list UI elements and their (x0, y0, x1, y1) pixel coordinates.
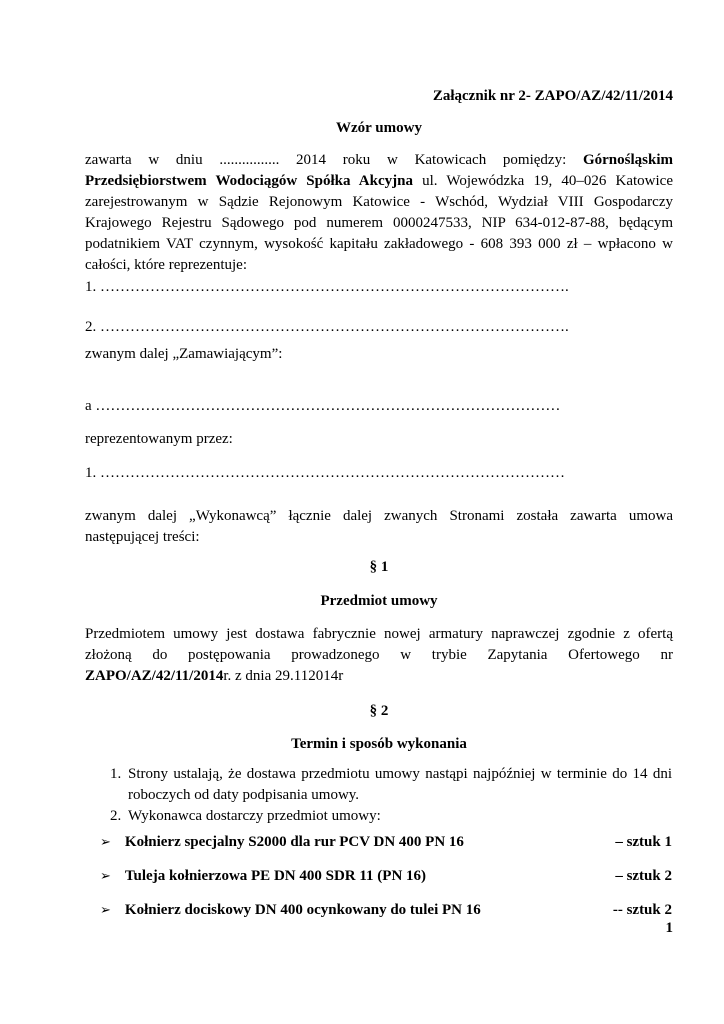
delivery-item-text: Tuleja kołnierzowa PE DN 400 SDR 11 (PN 16) (124, 868, 427, 884)
delivery-item-quantity: -- sztuk 2 (612, 902, 672, 918)
arrow-bullet-icon: ➢ (100, 869, 111, 884)
arrow-bullet-icon: ➢ (100, 835, 111, 850)
delivery-item-row (100, 832, 672, 853)
delivery-item-text: Kołnierz dociskowy DN 400 ocynkowany do tulei PN 16 (124, 902, 481, 918)
intro-text-pre: zawarta w dniu ................ 2014 roku w Katowicach pomiędzy: (85, 152, 583, 168)
document-title: Wzór umowy (336, 120, 422, 136)
section-1-body-pre: Przedmiotem umowy jest dostawa fabrycznie nowej armatury naprawczej zgodnie z ofertą złożoną do postępowania prowadzonego w trybie Zapytania Ofertowego nr (85, 626, 673, 663)
terms-numbered-list (110, 764, 672, 827)
reprezentowanym-label: reprezentowanym przez: (85, 431, 233, 447)
list-item-number: 1. (110, 766, 122, 782)
intro-text-post: ul. Wojewódzka 19, 40–026 Katowice zarejestrowanym w Sądzie Rejonowym Katowice - Wschód, Wydział VIII Gospodarczy Krajowego Rejestru Sądowego pod numerem 0000247533, NIP 634-012-87-88, będącym podatnikiem VAT czynnym, wysokość kapitału zakładowego - 608 393 000 zł – wpłacono w całości, które reprezentuje: (85, 173, 673, 273)
section-1-body (85, 624, 673, 687)
delivery-item-row (100, 866, 672, 887)
section-1-body-post: r. z dnia 29.112014r (223, 668, 344, 684)
intro-paragraph (85, 150, 673, 276)
delivery-item-quantity: – sztuk 2 (615, 868, 672, 884)
company-name: Górnośląskim Przedsiębiorstwem Wodociągów Spółka Akcyjna (85, 152, 673, 189)
section-1-number: § 1 (369, 559, 389, 575)
representative-blank-line-1: 1. …………………………………………………………………………………. (85, 279, 569, 295)
delivery-item-text: Kołnierz specjalny S2000 dla rur PCV DN 400 PN 16 (124, 834, 464, 850)
delivery-item-quantity: – sztuk 1 (615, 834, 672, 850)
arrow-bullet-icon: ➢ (100, 903, 111, 918)
list-item (110, 806, 672, 827)
attachment-reference: Załącznik nr 2- ZAPO/AZ/42/11/2014 (432, 88, 673, 104)
list-item-text: Wykonawca dostarczy przedmiot umowy: (128, 808, 381, 824)
section-2-number: § 2 (369, 703, 389, 719)
section-2-heading: Termin i sposób wykonania (291, 736, 467, 752)
list-item-number: 2. (110, 808, 122, 824)
list-item (110, 764, 672, 806)
page-number: 1 (665, 920, 673, 936)
section-1-heading: Przedmiot umowy (320, 593, 438, 609)
representative-blank-line-2: 2. …………………………………………………………………………………. (85, 319, 569, 335)
wykonawca-paragraph: zwanym dalej „Wykonawcą” łącznie dalej zwanych Stronami została zawarta umowa następującej treści: (85, 508, 673, 545)
list-item-text: Strony ustalają, że dostawa przedmiotu umowy nastąpi najpóźniej w terminie do 14 dni roboczych od daty podpisania umowy. (128, 766, 672, 803)
contractor-representative-blank-line: 1. ………………………………………………………………………………… (85, 465, 565, 481)
zamawiajacy-label: zwanym dalej „Zamawiającym”: (85, 346, 283, 362)
contractor-blank-line: a ………………………………………………………………………………… (85, 398, 561, 414)
tender-reference: ZAPO/AZ/42/11/2014 (85, 668, 224, 684)
